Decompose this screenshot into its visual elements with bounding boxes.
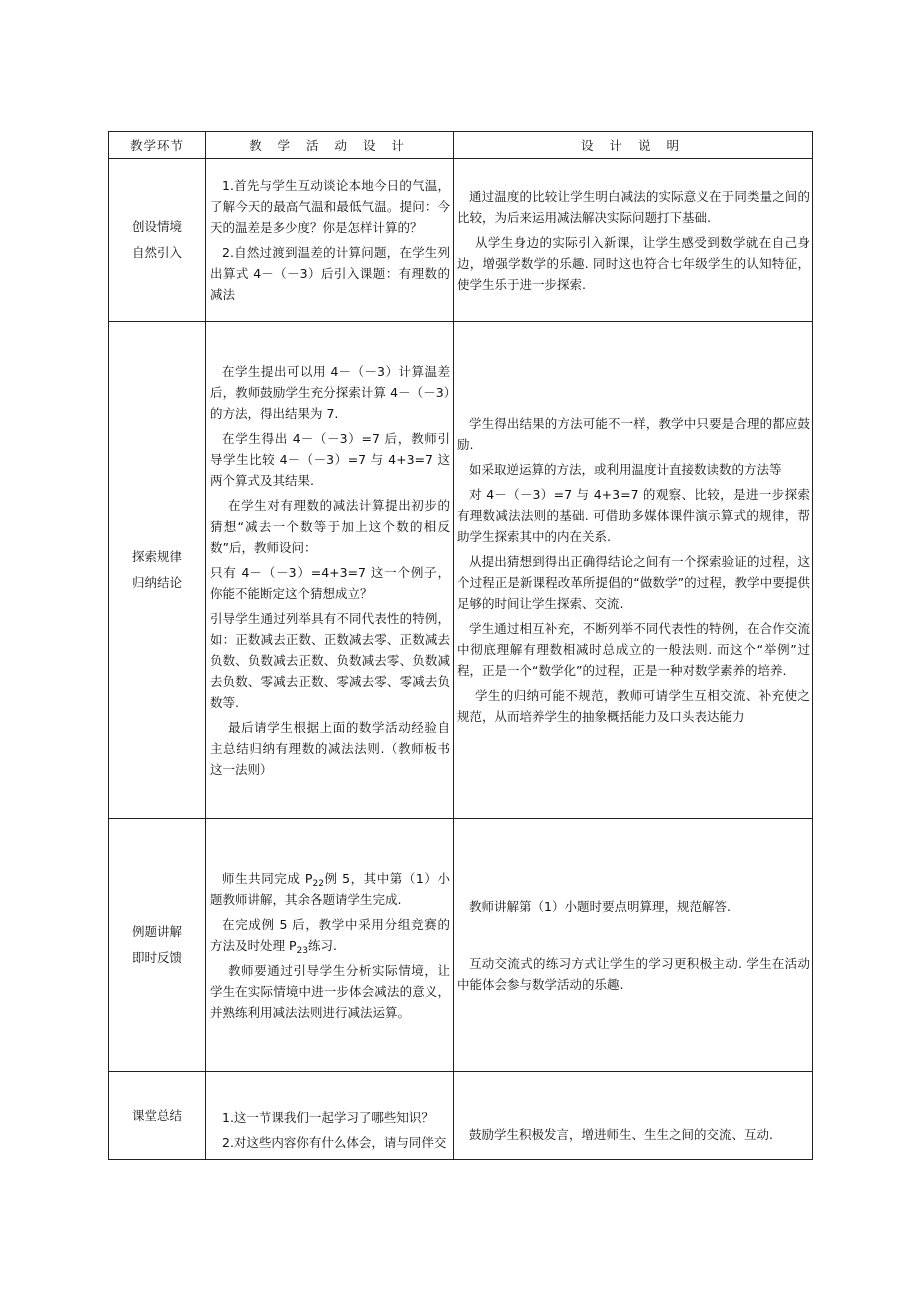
activity-paragraph: 引导学生通过列举具有不同代表性的特例，如：正数减去正数、正数减去零、正数减去负数、负数减去正数、负数减去零、负数减去负数、零减去正数、零减去零、零减去负数等.	[210, 610, 450, 710]
stage-cell	[109, 819, 206, 1072]
lesson-plan-table	[108, 131, 813, 1160]
notes-paragraph: 从提出猜想到得出正确得结论之间有一个探索验证的过程，这个过程正是新课程改革所提倡的“做数学”的过程，教学中要提供足够的时间让学生探索、交流.	[457, 554, 810, 611]
notes-paragraph: 教师讲解第（1）小题时要点明算理，规范解答.	[469, 898, 731, 914]
text-run: 例 5，其中第（1）小题教师讲解，其余各题请学生完成.	[210, 870, 450, 907]
notes-paragraph: 学生通过相互补充，不断列举不同代表性的特例，在合作交流中彻底理解有理数相减时总成立的一般法则. 而这个“举例”过程，正是一个“数学化”的过程，正是一种对数学素养的培养.	[457, 621, 810, 678]
notes-paragraph: 互动交流式的练习方式让学生的学习更积极主动. 学生在活动中能体会参与数学活动的乐趣.	[457, 955, 810, 992]
header-row	[109, 132, 813, 159]
stage-label: 归纳结论	[131, 575, 182, 590]
table-row-explore	[109, 322, 813, 819]
stage-label: 探索规律	[131, 549, 182, 564]
page-subscript: 22	[312, 878, 324, 889]
activity-paragraph: 在学生提出可以用 4－（－3）计算温差后，教师鼓励学生充分探索计算 4－（－3）的方法，得出结果为 7.	[210, 363, 450, 421]
activity-paragraph	[210, 914, 450, 956]
notes-paragraph: 学生的归纳可能不规范，教师可请学生互相交流、补充使之规范，从而培养学生的抽象概括能力及口头表达能力	[457, 688, 810, 724]
stage-cell	[109, 159, 206, 322]
activity-paragraph: 最后请学生根据上面的数学活动经验自主总结归纳有理数的减法法则.（教师板书这一法则）	[210, 719, 450, 777]
notes-cell	[454, 159, 813, 322]
table-row-examples	[109, 819, 813, 1072]
table-row-intro	[109, 159, 813, 322]
stage-label: 课堂总结	[131, 1107, 182, 1123]
stage-label: 例题讲解	[131, 924, 182, 939]
activity-cell	[206, 819, 454, 1072]
activity-cell	[206, 322, 454, 819]
activity-cell	[206, 159, 454, 322]
text-run: 练习.	[307, 937, 337, 953]
activity-paragraph: 在学生得出 4－（－3）=7 后，教师引导学生比较 4－（－3）=7 与 4+3=7 这两个算式及其结果.	[210, 430, 450, 488]
activity-cell	[206, 1072, 454, 1160]
notes-paragraph: 从学生身边的实际引入新课，让学生感受到数学就在自己身边，增强学数学的乐趣. 同时这也符合七年级学生的认知特征，使学生乐于进一步探索.	[457, 234, 810, 292]
stage-label: 创设情境	[131, 219, 182, 234]
activity-paragraph: 教师要通过引导学生分析实际情境，让学生在实际情境中进一步体会减法的意义，并熟练利用减法法则进行减法运算。	[210, 962, 450, 1020]
activity-paragraph: 2.对这些内容你有什么体会，请与同伴交	[222, 1135, 447, 1150]
notes-cell	[454, 819, 813, 1072]
stage-cell	[109, 322, 206, 819]
table-row-summary	[109, 1072, 813, 1160]
stage-label: 即时反馈	[131, 950, 182, 965]
notes-cell	[454, 1072, 813, 1160]
notes-paragraph: 通过温度的比较让学生明白减法的实际意义在于同类量之间的比较，为后来运用减法解决实际问题打下基础.	[457, 188, 810, 225]
activity-paragraph: 只有 4－（－3）=4+3=7 这一个例子，你能不能断定这个猜想成立？	[210, 564, 450, 601]
activity-paragraph: 1.这一节课我们一起学习了哪些知识？	[222, 1110, 434, 1125]
activity-paragraph: 2.自然过渡到温差的计算问题，在学生列出算式 4－（－3）后引入课题：有理数的减法	[210, 245, 450, 302]
stage-cell	[109, 1072, 206, 1160]
notes-cell	[454, 322, 813, 819]
activity-paragraph	[210, 868, 450, 910]
notes-paragraph: 鼓励学生积极发言，增进师生、生生之间的交流、互动.	[469, 1127, 773, 1142]
activity-paragraph: 在学生对有理数的减法计算提出初步的猜想“减去一个数等于加上这个数的相反数”后，教师设问：	[210, 497, 450, 555]
notes-paragraph: 对 4－（－3）=7 与 4+3=7 的观察、比较，是进一步探索有理数减法法则的基础. 可借助多媒体课件演示算式的规律，帮助学生探索其中的内在关系.	[457, 487, 810, 544]
header-stage: 教学环节	[109, 132, 206, 159]
header-notes: 设 计 说 明	[454, 132, 813, 159]
text-run: 师生共同完成 P	[222, 870, 313, 886]
page-subscript: 23	[296, 945, 308, 956]
notes-paragraph: 如采取逆运算的方法，或利用温度计直接数读数的方法等	[469, 462, 782, 477]
notes-paragraph: 学生得出结果的方法可能不一样，教学中只要是合理的都应鼓励.	[457, 416, 810, 452]
activity-paragraph: 1.首先与学生互动谈论本地今日的气温，了解今天的最高气温和最低气温。提问：今天的温差是多少度？你是怎样计算的？	[210, 178, 450, 235]
text-run: 在完成例 5 后，教学中采用分组竞赛的方法及时处理 P	[210, 916, 450, 953]
header-activity: 教 学 活 动 设 计	[206, 132, 454, 159]
stage-label: 自然引入	[131, 245, 182, 260]
